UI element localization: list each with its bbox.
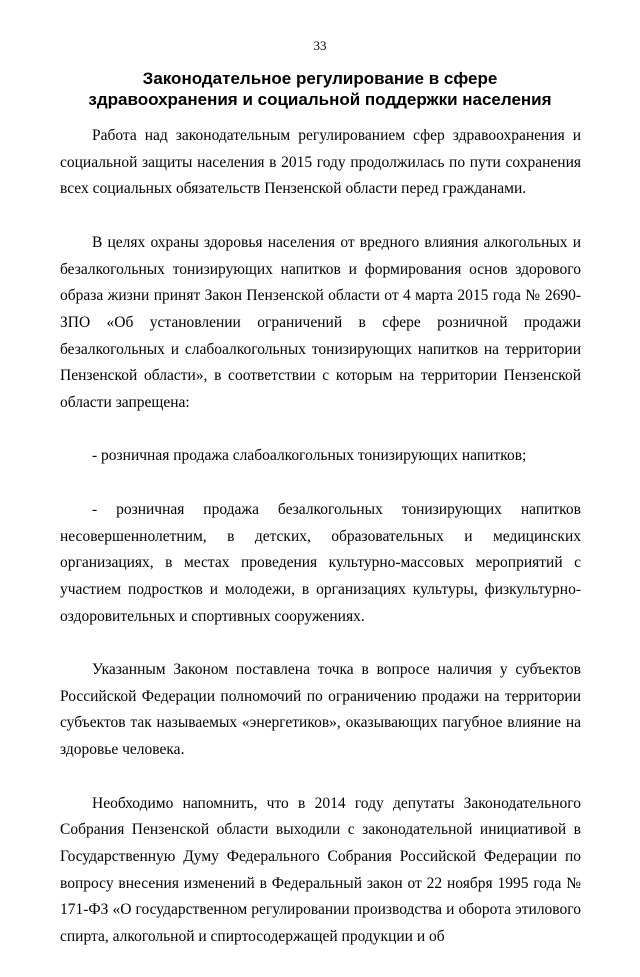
page-number: 33 <box>313 38 327 53</box>
document-body <box>60 123 581 977</box>
paragraph-law-adopted: В целях охраны здоровья населения от вредного влияния алкогольных и безалкогольных тонизирующих напитков и формирования основ здорового образа жизни принят Закон Пензенской области от 4 марта 2015 года № 2690-ЗПО «Об установлении ограничений в сфере розничной продажи безалкогольных и слабоалкогольных тонизирующих напитков на территории Пензенской области», в соответствии с которым на территории Пензенской области запрещена: <box>60 233 581 412</box>
list-item-ban-non-alcohol: - розничная продажа безалкогольных тонизирующих напитков несовершеннолетним, в детских, образовательных и медицинских организациях, в местах проведения культурно-массовых мероприятий с участием подростков и молодежи, в организациях культуры, физкультурно-оздоровительных и спортивных сооружениях. <box>60 500 581 625</box>
paragraph-initiative: Необходимо напомнить, что в 2014 году депутаты Законодательного Собрания Пензенской области выходили с законодательной инициативой в Государственную Думу Федерального Собрания Российской Федерации по вопросу внесения изменений в Федеральный закон от 22 ноября 1995 года № 171-ФЗ «О государственном регулировании производства и оборота этилового спирта, алкогольной и спиртосодержащей продукции и об <box>60 794 581 946</box>
paragraph-intro: Работа над законодательным регулированием сфер здравоохранения и социальной защиты населения в 2015 году продолжилась по пути сохранения всех социальных обязательств Пензенской области перед гражданами. <box>60 127 581 198</box>
section-title-line-2: здравоохранения и социальной поддержки населения <box>88 90 552 109</box>
section-title <box>60 68 580 110</box>
paragraph-energy-drinks: Указанным Законом поставлена точка в вопросе наличия у субъектов Российской Федерации полномочий по ограничению продажи на территории субъектов так называемых «энергетиков», оказывающих пагубное влияние на здоровье человека. <box>60 661 581 759</box>
section-title-line-1: Законодательное регулирование в сфере <box>142 69 498 88</box>
list-item-ban-low-alcohol: - розничная продажа слабоалкогольных тонизирующих напитков; <box>92 447 527 465</box>
